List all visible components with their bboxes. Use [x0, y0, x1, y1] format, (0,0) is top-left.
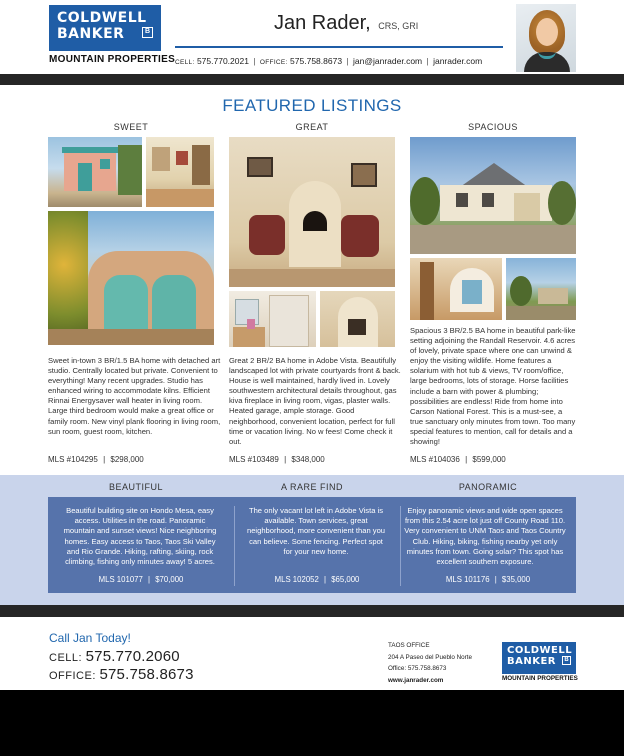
listing-label-spacious: SPACIOUS — [468, 122, 518, 132]
office-label: OFFICE: — [259, 59, 288, 66]
separator: | — [148, 575, 151, 584]
office-phone[interactable]: Office: 575.758.8673 — [388, 665, 447, 672]
lot-mls-rare-find — [234, 575, 400, 584]
agent-contact-line — [175, 56, 482, 66]
office-address: 204 A Paseo del Pueblo Norte — [388, 653, 473, 661]
listing-photo-studio[interactable] — [48, 137, 142, 207]
agent-office-phone[interactable]: 575.758.8673 — [290, 56, 343, 66]
cell-label: CELL: — [49, 652, 83, 664]
separator: | — [494, 575, 497, 584]
lot-divider — [400, 506, 401, 586]
listing-price: $599,000 — [472, 455, 506, 464]
agent-email-link[interactable]: jan@janrader.com — [353, 56, 423, 66]
lot-description-panoramic: Enjoy panoramic views and wide open spaces from this 2.54 acre lot just off County Road 110. Very convenient to UNM Taos and Taos Country Club. Hiking, biking, fishing nearby yet only minutes from town. Going solar? This spot has excellent southern exposure. — [404, 506, 566, 567]
listing-description-sweet: Sweet in-town 3 BR/1.5 BA home with detached art studio. Centrally located but private. Convenient to everything! Many recent upgrades. Studio has enhanced wiring to accommodate kilns. Efficient Rinnai Energysaver wall heater in living room. Large third bedroom would make a great office or family room. New vinyl plank flooring in living room, sun room, guest room, kitchen. — [48, 356, 221, 436]
agent-headshot — [516, 4, 576, 72]
listing-label-sweet: SWEET — [113, 122, 149, 132]
agent-name-text: Jan Rader, — [274, 12, 371, 34]
logo-line2: BANKER — [507, 656, 557, 667]
lot-divider — [234, 506, 235, 586]
lot-price: $35,000 — [501, 575, 531, 584]
mls-number: MLS #104036 — [410, 455, 460, 464]
divider — [175, 46, 503, 48]
listing-mls-sweet — [48, 455, 144, 464]
listing-description-spacious: Spacious 3 BR/2.5 BA home in beautiful park-like setting adjoining the Randall Reservoir. 4.6 acres of lovely, private space where one can unwind & enjoy the visiting wildlife. Home features a solarium with hot tub & views, TV room/office, large bedrooms, lots of storage. Horse facilities include a barn with power & plumbing; possibilities are endless! Ride from home into Carson National Forest. This is a must-see, a true sanctuary only minutes from town. Too many special features to mention, call for details and a showing! — [410, 326, 576, 447]
footer-office — [49, 666, 194, 683]
cell-label: CELL: — [175, 59, 195, 66]
lot-mls-panoramic — [400, 575, 576, 584]
logo-mark-icon: B — [142, 27, 153, 38]
footer-cell — [49, 648, 180, 665]
featured-listings-title: FEATURED LISTINGS — [222, 96, 402, 115]
office-label: OFFICE: — [49, 670, 96, 682]
mls-number: MLS 101176 — [445, 575, 490, 584]
separator: | — [346, 56, 349, 66]
listing-photo-gate[interactable] — [48, 211, 214, 345]
mls-number: MLS 102052 — [274, 575, 319, 584]
separator: | — [465, 455, 468, 464]
flyer-header — [0, 0, 624, 74]
footer-office-number[interactable]: 575.758.8673 — [99, 666, 194, 683]
separator: | — [426, 56, 429, 66]
listing-price: $348,000 — [291, 455, 325, 464]
lot-label-panoramic: PANORAMIC — [458, 482, 518, 492]
office-address-block — [388, 640, 472, 686]
listing-label-great: GREAT — [295, 122, 329, 132]
office-name: TAOS OFFICE — [388, 642, 430, 649]
separator: | — [103, 455, 106, 464]
lot-label-rare-find: A RARE FIND — [280, 482, 343, 492]
separator: | — [253, 56, 256, 66]
footer-cell-number[interactable]: 575.770.2060 — [85, 648, 180, 665]
lot-price: $65,000 — [331, 575, 360, 584]
listing-photo-house-exterior[interactable] — [410, 137, 576, 254]
listing-mls-spacious — [410, 455, 506, 464]
lot-price: $70,000 — [155, 575, 184, 584]
footer-bar — [0, 605, 624, 617]
coldwell-banker-logo-footer[interactable] — [502, 642, 576, 674]
logo-line1: COLDWELL — [507, 645, 573, 656]
agent-website-link[interactable]: janrader.com — [433, 56, 483, 66]
listing-photo-hallway[interactable] — [320, 291, 395, 347]
listing-mls-great — [229, 455, 325, 464]
lot-label-beautiful: BEAUTIFUL — [108, 482, 163, 492]
listing-photo-interior[interactable] — [146, 137, 214, 207]
agent-name — [274, 12, 418, 35]
listing-photo-yard[interactable] — [506, 258, 576, 320]
agent-cell[interactable]: 575.770.2021 — [196, 56, 249, 66]
call-to-action: Call Jan Today! — [49, 631, 131, 645]
listing-description-great: Great 2 BR/2 BA home in Adobe Vista. Beautifully landscaped lot with private courtyards front & back. House is well maintained, hardly lived in. Lovely southwestern architectural details throughout, gas kiva fireplace in living room, vigas, plaster walls. Heated garage, ample storage. Good neighborhood, convenient location, perfect for full time or vacation living. No w fees! Come check it out. — [229, 356, 401, 446]
logo-mark-icon: B — [562, 656, 571, 665]
logo-line2: BANKER — [57, 26, 125, 42]
logo-line1: COLDWELL — [57, 10, 147, 26]
separator: | — [324, 575, 327, 584]
coldwell-banker-logo[interactable] — [49, 5, 161, 51]
header-bar — [0, 74, 624, 85]
bottom-band — [0, 690, 624, 756]
lot-mls-beautiful — [48, 575, 234, 584]
listing-photo-stairs[interactable] — [410, 258, 502, 320]
footer-website-link[interactable]: www.janrader.com — [388, 676, 444, 684]
lot-description-rare-find: The only vacant lot left in Adobe Vista is available. Town services, great neighborhood, more convenient than you can believe. Some fencing. Perfect spot for your new home. — [246, 506, 386, 556]
brand-tagline: MOUNTAIN PROPERTIES — [49, 54, 176, 65]
brand-tagline-footer: MOUNTAIN PROPERTIES — [502, 675, 578, 682]
lot-description-beautiful: Beautiful building site on Hondo Mesa, easy access. Utilities in the road. Panoramic mountain and sunset views! Nice neighboring homes. Easy access to Taos, Taos Ski Valley and Rio Grande. Hiking, rafting, skiing, rock climbing, fishing only minutes away! 5 acres. — [63, 506, 217, 567]
listing-photo-kiva-fireplace[interactable] — [229, 137, 395, 287]
mls-number: MLS #104295 — [48, 455, 98, 464]
agent-credentials: CRS, GRI — [378, 21, 419, 31]
mls-number: MLS #103489 — [229, 455, 279, 464]
listing-photo-bathroom[interactable] — [229, 291, 316, 347]
mls-number: MLS 101077 — [98, 575, 143, 584]
listing-price: $298,000 — [110, 455, 144, 464]
separator: | — [284, 455, 287, 464]
